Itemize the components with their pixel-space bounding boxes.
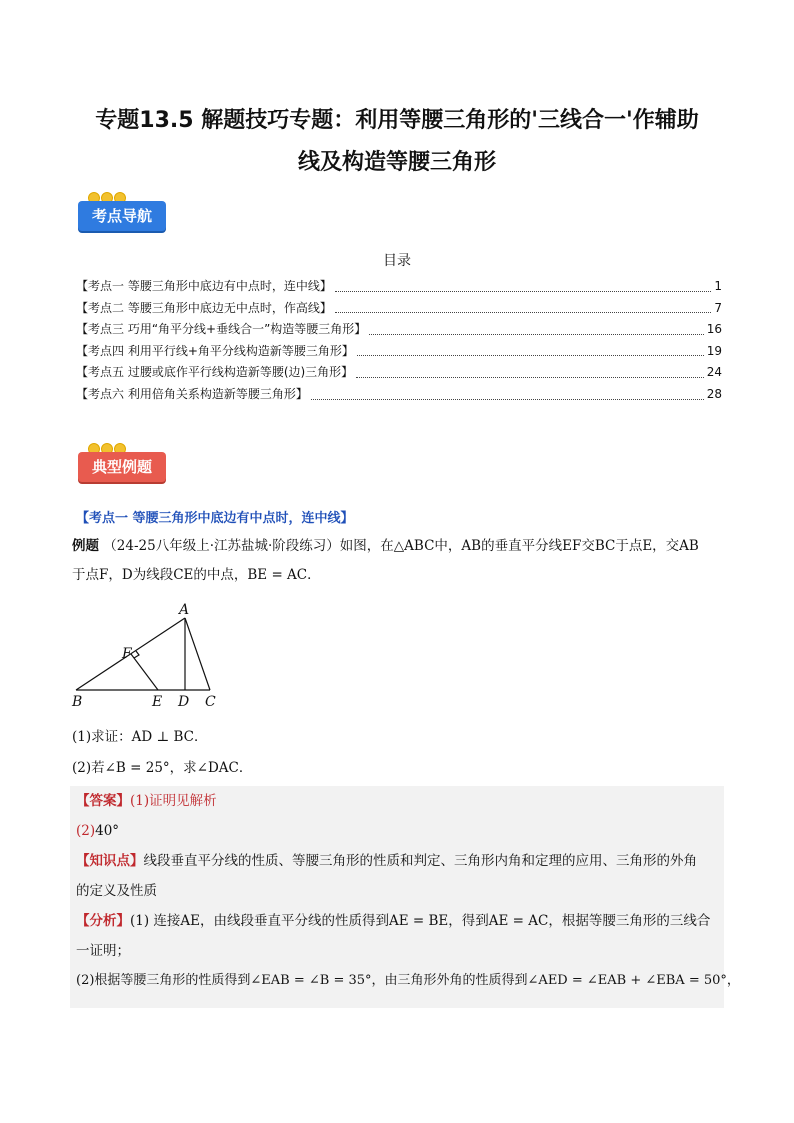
triangle-figure	[66, 598, 226, 716]
segment-EF	[131, 654, 158, 690]
document-title	[40, 100, 754, 184]
questions	[72, 723, 722, 783]
nav-badge: 考点导航	[78, 201, 166, 231]
toc-leader-dots	[335, 312, 712, 313]
example-text	[72, 532, 722, 590]
toc-item-page: 1	[714, 279, 722, 293]
label-C: C	[205, 694, 216, 710]
analysis-line-3: (2)根据等腰三角形的性质得到∠EAB = ∠B = 35°，由三角形外角的性质得到∠AED = ∠EAB + ∠EBA = 50°，	[76, 973, 740, 988]
segment-AC	[185, 618, 210, 690]
question-2: (2)若∠B = 25°，求∠DAC．	[72, 760, 253, 776]
question-1: (1)求证：AD ⊥ BC．	[72, 729, 208, 745]
knowledge-line-2: 的定义及性质	[76, 883, 157, 899]
toc-item-page: 24	[706, 365, 722, 380]
answer-1: (1)证明见解析	[130, 793, 217, 809]
toc-item[interactable]	[76, 362, 722, 384]
toc-item-page: 16	[706, 322, 722, 337]
toc-item[interactable]	[76, 341, 722, 363]
toc-item-label: 【考点四 利用平行线+角平分线构造新等腰三角形】	[76, 343, 354, 358]
toc-item[interactable]	[76, 298, 722, 320]
knowledge-line-1: 线段垂直平分线的性质、等腰三角形的性质和判定、三角形内角和定理的应用、三角形的外角	[143, 853, 697, 869]
toc-item-page: 28	[706, 386, 722, 401]
analysis-line-1: (1) 连接AE，由线段垂直平分线的性质得到AE = BE，得到AE = AC，根据等腰三角形的三线合	[130, 913, 711, 929]
analysis-tag: 【分析】	[76, 913, 130, 929]
toc-heading: 目录	[383, 253, 411, 269]
right-angle-mark	[134, 651, 139, 658]
toc-item[interactable]	[76, 276, 722, 298]
example-line-1: （24-25八年级上·江苏盐城·阶段练习）如图，在△ABC中，AB的垂直平分线EF交BC于点E，交AB	[103, 538, 699, 554]
table-of-contents	[76, 276, 722, 406]
toc-item-label: 【考点二 等腰三角形中底边无中点时，作高线】	[76, 300, 332, 315]
toc-item[interactable]	[76, 319, 722, 341]
examples-badge: 典型例题	[78, 452, 166, 482]
toc-item-label: 【考点五 过腰或底作平行线构造新等腰(边)三角形】	[76, 365, 354, 380]
knowledge-tag: 【知识点】	[76, 853, 144, 869]
label-D: D	[178, 694, 190, 710]
example-line-2: 于点F，D为线段CE的中点，BE = AC．	[72, 567, 321, 583]
answer-block	[76, 786, 740, 996]
label-F: F	[122, 646, 132, 662]
toc-item-label: 【考点一 等腰三角形中底边有中点时，连中线】	[76, 279, 332, 293]
label-B: B	[72, 694, 83, 710]
label-E: E	[152, 694, 163, 710]
toc-item-label: 【考点三 巧用“角平分线+垂线合一”构造等腰三角形】	[76, 322, 367, 337]
example-label: 例题	[72, 538, 99, 554]
toc-leader-dots	[311, 399, 704, 400]
toc-item-label: 【考点六 利用倍角关系构造新等腰三角形】	[76, 386, 308, 401]
answer-2-value: 40°	[95, 823, 120, 839]
toc-leader-dots	[335, 291, 712, 292]
toc-leader-dots	[357, 355, 704, 356]
label-A: A	[179, 602, 190, 618]
title-line-1: 专题13.5 解题技巧专题：利用等腰三角形的'三线合一'作辅助	[95, 108, 699, 133]
answer-tag: 【答案】	[76, 793, 130, 809]
toc-leader-dots	[356, 377, 704, 378]
title-line-2: 线及构造等腰三角形	[297, 150, 496, 175]
toc-leader-dots	[369, 334, 703, 335]
toc-item-page: 7	[714, 300, 722, 315]
answer-2-num: (2)	[76, 823, 96, 839]
section-heading: 【考点一 等腰三角形中底边有中点时，连中线】	[76, 511, 354, 526]
analysis-line-2: 一证明；	[76, 943, 130, 959]
toc-item-page: 19	[706, 343, 722, 358]
toc-item[interactable]	[76, 384, 722, 406]
